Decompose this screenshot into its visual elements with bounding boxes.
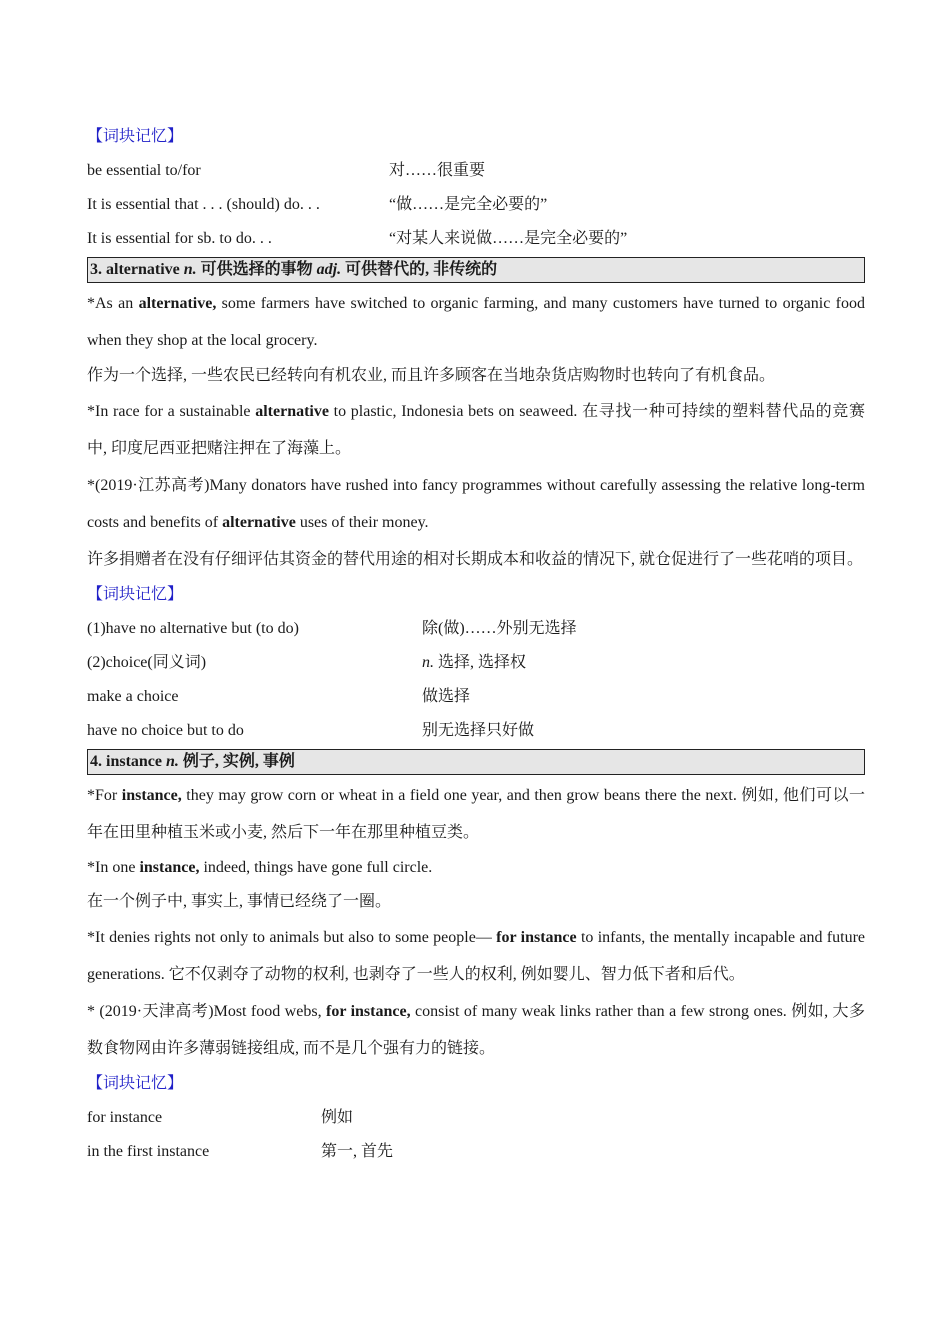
text: consist of many weak links rather than a few strong ones. 例如, 大多数食物网由许多薄弱链接组成, 而不是几个强有力的链接。	[87, 1003, 865, 1057]
example-sentence	[87, 919, 865, 993]
text: *For	[87, 787, 122, 804]
phrase-zh: “做……是完全必要的”	[389, 196, 548, 213]
keyword: alternative	[222, 514, 296, 531]
example-sentence	[87, 993, 865, 1067]
text: to infants, the mentally incapable and future generations. 它不仅剥夺了动物的权利, 也剥夺了一些人的权利, 例如婴儿、智力低下者和后代。	[87, 929, 866, 983]
text: uses of their money.	[295, 514, 429, 531]
header-pos: adj.	[316, 261, 342, 278]
example-translation: 作为一个选择, 一些农民已经转向有机农业, 而且许多顾客在当地杂货店购物时也转向了有机食品。	[87, 367, 776, 384]
text: *In one	[87, 859, 140, 876]
keyword: instance,	[139, 859, 200, 876]
example-sentence	[87, 851, 865, 885]
pos: n.	[422, 654, 434, 671]
memory-label: 【词块记忆】	[87, 128, 184, 145]
example-sentence	[87, 285, 865, 359]
memory-label: 【词块记忆】	[87, 586, 184, 603]
phrase-en: (1)have no alternative but (to do)	[87, 620, 299, 637]
memory-label: 【词块记忆】	[87, 1075, 184, 1092]
example-sentence	[87, 777, 865, 851]
phrase-pair	[87, 1101, 865, 1135]
phrase-zh: “对某人来说做……是完全必要的”	[389, 230, 628, 247]
header-meaning: 可供替代的, 非传统的	[341, 261, 498, 278]
phrase-zh: 做选择	[422, 688, 471, 705]
phrase-en: be essential to/for	[87, 162, 201, 179]
phrase-pair	[87, 1135, 865, 1169]
document-page	[87, 120, 865, 1169]
phrase-en: (2)choice(同义词)	[87, 654, 207, 671]
phrase-pair	[87, 188, 865, 222]
phrase-zh	[422, 646, 526, 680]
header-meaning: 例子, 实例, 事例	[178, 753, 295, 770]
text: *As an	[87, 295, 139, 312]
keyword: instance,	[121, 787, 182, 804]
text: *In race for a sustainable	[87, 403, 256, 420]
phrase-en: It is essential that . . . (should) do. . .	[87, 196, 320, 213]
header-pos: n.	[183, 261, 197, 278]
text: *It denies rights not only to animals but also to some people—	[87, 929, 497, 946]
keyword: for instance,	[326, 1003, 411, 1020]
phrase-en: in the first instance	[87, 1143, 210, 1160]
phrase-en: for instance	[87, 1109, 163, 1126]
keyword: for instance	[496, 929, 577, 946]
text: indeed, things have gone full circle.	[199, 859, 433, 876]
example-translation: 许多捐赠者在没有仔细评估其资金的替代用途的相对长期成本和收益的情况下, 就仓促进行了一些花哨的项目。	[87, 551, 864, 568]
example-sentence	[87, 393, 865, 467]
section-3-header	[87, 257, 865, 283]
text: they may grow corn or wheat in a field one year, and then grow beans there the next. 例如, 他们可以一年在田里种植玉米或小麦, 然后下一年在那里种植豆类。	[87, 787, 865, 841]
phrase-zh: 除(做)……外别无选择	[422, 620, 577, 637]
text: *(2019·江苏高考)Many donators have rushed into fancy programmes without carefully assessing the relative long-term costs and benefits of	[87, 477, 865, 531]
phrase-pair	[87, 222, 865, 256]
header-meaning: 可供选择的事物	[196, 261, 317, 278]
phrase-pair	[87, 646, 865, 680]
phrase-zh: 例如	[321, 1109, 354, 1126]
header-word: 4. instance	[90, 753, 166, 770]
header-pos: n.	[166, 753, 179, 770]
header-word: 3. alternative	[90, 261, 184, 278]
phrase-en: make a choice	[87, 688, 179, 705]
text: to plastic, Indonesia bets on seaweed. 在寻找一种可持续的塑料替代品的竞赛中, 印度尼西亚把赌注押在了海藻上。	[87, 403, 865, 457]
phrase-zh: 对……很重要	[389, 162, 486, 179]
phrase-zh: 第一, 首先	[321, 1143, 394, 1160]
example-translation: 在一个例子中, 事实上, 事情已经绕了一圈。	[87, 893, 392, 910]
example-sentence	[87, 467, 865, 541]
text: some farmers have switched to organic farming, and many customers have turned to organic food when they shop at the local grocery.	[87, 295, 865, 349]
section-4-header	[87, 749, 865, 775]
phrase-en: It is essential for sb. to do. . .	[87, 230, 272, 247]
phrase-en: have no choice but to do	[87, 722, 244, 739]
text: * (2019·天津高考)Most food webs,	[87, 1003, 326, 1020]
phrase-zh: 别无选择只好做	[422, 722, 535, 739]
meaning: 选择, 选择权	[434, 654, 527, 671]
phrase-pair	[87, 714, 865, 748]
phrase-pair	[87, 680, 865, 714]
phrase-pair	[87, 612, 865, 646]
phrase-pair	[87, 154, 865, 188]
keyword: alternative	[255, 403, 329, 420]
keyword: alternative,	[138, 295, 217, 312]
